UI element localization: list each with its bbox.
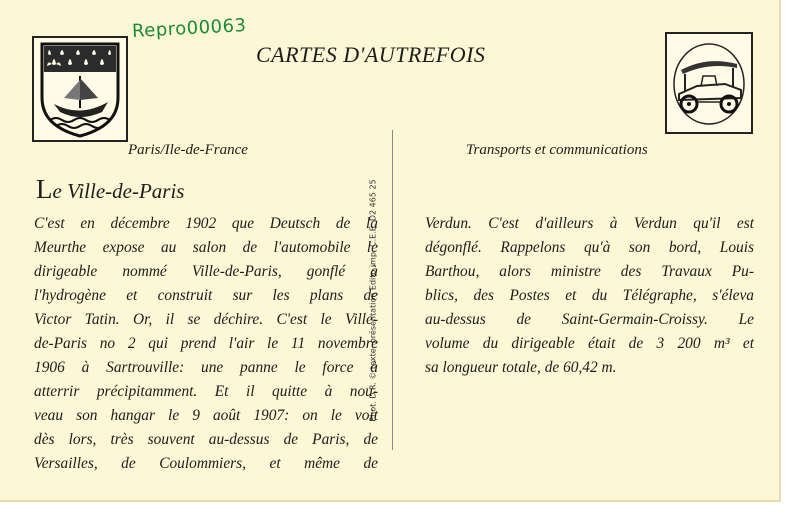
text-line: Versailles, de Coulommiers, et même de	[34, 455, 378, 472]
text-line: Barthou, alors ministre des Travaux Pu-	[425, 263, 754, 280]
text-line: sa longueur totale, de 60,42 m.	[425, 359, 617, 376]
article-heading	[36, 174, 184, 205]
paris-crest-icon	[32, 36, 128, 142]
text-line: veau son hangar le 9 août 1907: on le voit	[34, 407, 378, 424]
text-line: blics, des Postes et du Télégraphe, s'éleva	[425, 287, 754, 304]
text-line: dirigeable nommé Ville-de-Paris, gonflé à	[34, 263, 378, 280]
text-line: Meurthe expose au salon de l'automobile le	[34, 239, 378, 256]
text-line: l'hydrogène et construit sur les plans de	[34, 287, 378, 304]
text-line: Verdun. C'est d'ailleurs à Verdun qu'il est	[425, 215, 754, 232]
text-line: de-Paris no 2 qui prend l'air le 11 novembre	[34, 335, 378, 352]
text-line: 1906 à Sartrouville: une panne le force à	[34, 359, 378, 376]
theme-label: Transports et communications	[466, 142, 648, 158]
text-line: Victor Tatin. Or, il se déchire. C'est le Ville-	[34, 311, 378, 328]
text-line: volume du dirigeable était de 3 200 m³ et	[425, 335, 754, 352]
heading-initial: L	[36, 174, 53, 204]
text-line: C'est en décembre 1902 que Deutsch de la	[34, 215, 378, 232]
handwritten-reference: Repro00063	[131, 15, 247, 42]
heading-text: e Ville-de-Paris	[52, 179, 185, 203]
region-label: Paris/Ile-de-France	[128, 142, 248, 158]
text-line: atterrir précipitamment. Et il quitte à nou-	[34, 383, 378, 400]
center-divider	[392, 130, 393, 450]
series-title: CARTES D'AUTREFOIS	[256, 42, 486, 67]
credit-line: Phot. D.R. © texte, présentation Edito imp. C.E.E. D2 465 25	[368, 179, 378, 422]
vintage-car-icon	[665, 32, 753, 134]
text-line: dégonflé. Rappelons qu'à son bord, Louis	[425, 239, 754, 256]
text-line: au-dessus de Saint-Germain-Croissy. Le	[425, 311, 754, 328]
text-line: dès lors, très souvent au-dessus de Paris, de	[34, 431, 378, 448]
